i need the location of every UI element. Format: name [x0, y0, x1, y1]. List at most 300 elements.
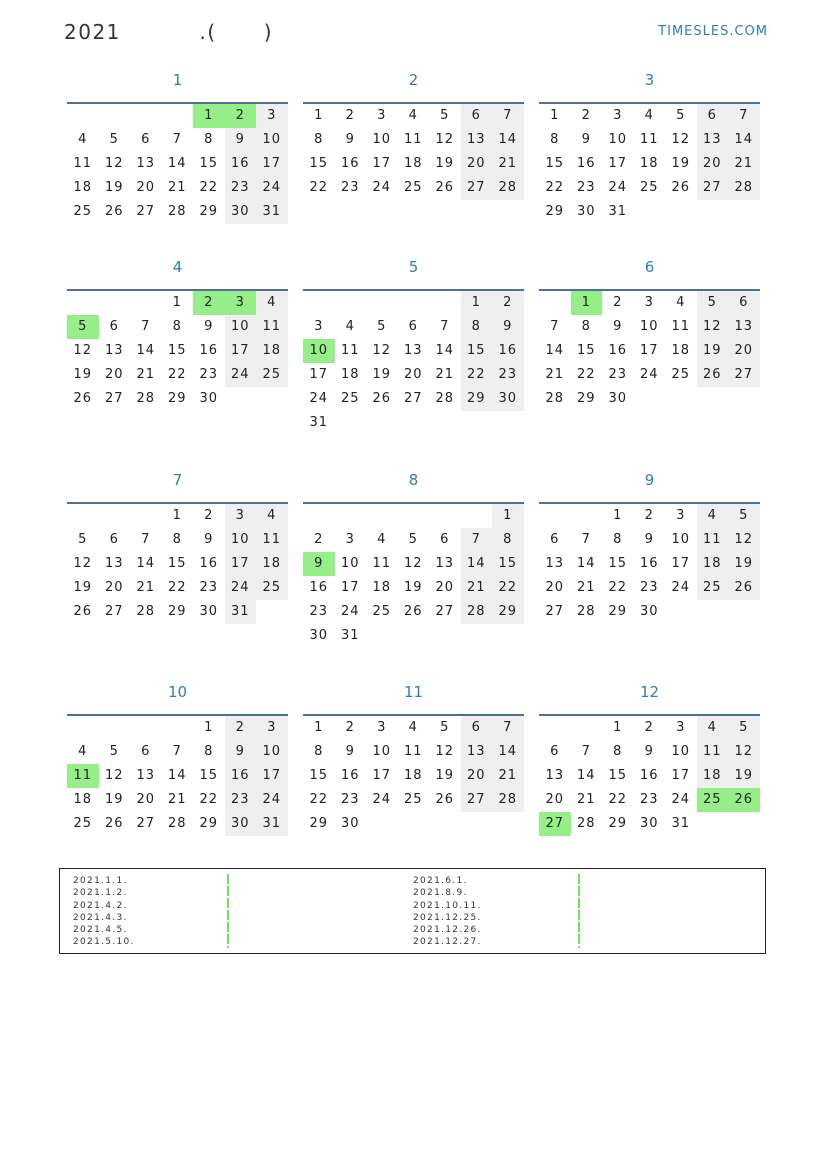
day-cell: 12 [671, 132, 691, 147]
holiday-date: 2021.12.27. [413, 937, 482, 948]
day-cell: 20 [136, 792, 156, 807]
day-cell: 14 [545, 343, 565, 358]
day-cell: 6 [697, 104, 729, 128]
empty-cell [99, 716, 131, 740]
day-cell: 10 [340, 556, 360, 571]
day-cell: 28 [492, 176, 524, 200]
day-cell: 14 [576, 768, 596, 783]
day-cell: 16 [199, 343, 219, 358]
holiday-date: 2021.10.11. [413, 900, 482, 911]
day-cell: 18 [671, 343, 691, 358]
day-cell: 7 [492, 716, 524, 740]
day-cell: 20 [697, 152, 729, 176]
day-cell: 18 [73, 792, 93, 807]
day-cell: 1 [550, 108, 560, 123]
month-3 [539, 66, 760, 224]
day-cell: 22 [608, 580, 628, 595]
day-cell: 10 [372, 744, 392, 759]
day-cell: 17 [340, 580, 360, 595]
day-cell: 21 [545, 367, 565, 382]
day-cell: 28 [136, 604, 156, 619]
day-cell: 9 [492, 315, 524, 339]
day-cell: 25 [340, 391, 360, 406]
day-cell: 7 [581, 532, 591, 547]
day-cell: 12 [73, 556, 93, 571]
day-cell: 28 [435, 391, 455, 406]
day-cell: 12 [104, 156, 124, 171]
empty-cell [398, 504, 430, 528]
day-cell: 16 [225, 764, 257, 788]
day-cell: 25 [256, 363, 288, 387]
day-cell: 27 [435, 604, 455, 619]
day-cell: 13 [136, 768, 156, 783]
day-cell: 1 [193, 104, 225, 128]
day-cell: 2 [492, 291, 524, 315]
day-cell: 5 [676, 108, 686, 123]
day-cell: 3 [314, 319, 324, 334]
day-cell: 31 [256, 200, 288, 224]
day-cell: 7 [172, 132, 182, 147]
day-cell: 23 [608, 367, 628, 382]
day-cell: 15 [608, 556, 628, 571]
day-cell: 23 [639, 792, 659, 807]
day-cell: 7 [141, 532, 151, 547]
day-cell: 26 [435, 792, 455, 807]
holiday-list-left [73, 875, 135, 949]
day-cell: 11 [671, 319, 691, 334]
day-cell: 27 [136, 204, 156, 219]
day-cell: 11 [403, 132, 423, 147]
day-cell: 21 [136, 580, 156, 595]
day-cell: 18 [372, 580, 392, 595]
day-cell: 27 [104, 604, 124, 619]
month-title: 10 [167, 683, 188, 701]
day-cell: 20 [104, 367, 124, 382]
day-cell: 27 [728, 363, 760, 387]
empty-cell [571, 716, 603, 740]
day-cell: 9 [581, 132, 591, 147]
day-cell: 22 [461, 363, 493, 387]
empty-cell [366, 291, 398, 315]
empty-cell [67, 291, 99, 315]
day-cell: 3 [676, 720, 686, 735]
day-cell: 23 [340, 792, 360, 807]
day-cell: 30 [639, 816, 659, 831]
day-cell: 7 [172, 744, 182, 759]
day-cell: 21 [576, 792, 596, 807]
day-cell: 27 [539, 812, 571, 836]
day-cell: 2 [345, 108, 355, 123]
holiday-date: 2021.1.1. [73, 876, 128, 886]
day-cell: 22 [309, 180, 329, 195]
holiday-date: 2021.4.2. [73, 900, 128, 911]
day-cell: 5 [728, 504, 760, 528]
day-cell: 14 [136, 343, 156, 358]
day-cell: 29 [576, 391, 596, 406]
day-cell: 26 [697, 363, 729, 387]
empty-cell [303, 291, 335, 315]
empty-cell [539, 291, 571, 315]
day-cell: 3 [377, 108, 387, 123]
day-cell: 17 [256, 152, 288, 176]
day-cell: 25 [671, 367, 691, 382]
day-cell: 8 [613, 532, 623, 547]
month-11 [303, 678, 524, 836]
empty-cell [67, 504, 99, 528]
day-cell: 29 [199, 204, 219, 219]
day-cell: 31 [309, 415, 329, 430]
day-cell: 13 [104, 556, 124, 571]
day-cell: 16 [340, 768, 360, 783]
holiday-date: 2021.4.3. [73, 912, 128, 923]
day-cell: 2 [644, 720, 654, 735]
day-cell: 22 [199, 180, 219, 195]
day-cell: 5 [377, 319, 387, 334]
day-cell: 17 [256, 764, 288, 788]
day-cell: 28 [461, 600, 493, 624]
empty-cell [303, 504, 335, 528]
day-cell: 5 [697, 291, 729, 315]
month-grid [67, 289, 288, 411]
month-title: 11 [403, 683, 424, 701]
day-cell: 24 [671, 792, 691, 807]
day-cell: 18 [403, 156, 423, 171]
day-cell: 17 [372, 156, 392, 171]
empty-cell [539, 504, 571, 528]
day-cell: 19 [104, 180, 124, 195]
empty-cell [539, 716, 571, 740]
day-cell: 9 [225, 740, 257, 764]
day-cell: 10 [671, 744, 691, 759]
month-2 [303, 66, 524, 200]
day-cell: 30 [225, 200, 257, 224]
day-cell: 13 [403, 343, 423, 358]
day-cell: 17 [671, 556, 691, 571]
day-cell: 6 [550, 532, 560, 547]
day-cell: 4 [697, 504, 729, 528]
day-cell: 26 [728, 576, 760, 600]
day-cell: 4 [644, 108, 654, 123]
day-cell: 5 [408, 532, 418, 547]
day-cell: 1 [204, 720, 214, 735]
day-cell: 27 [461, 176, 493, 200]
day-cell: 15 [167, 343, 187, 358]
day-cell: 21 [435, 367, 455, 382]
day-cell: 2 [225, 104, 257, 128]
day-cell: 23 [199, 367, 219, 382]
day-cell: 27 [403, 391, 423, 406]
month-10 [67, 678, 288, 836]
day-cell: 15 [167, 556, 187, 571]
holiday-list-right [413, 875, 482, 949]
empty-cell [130, 716, 162, 740]
day-cell: 21 [492, 764, 524, 788]
holiday-list [59, 868, 766, 954]
day-cell: 29 [545, 204, 565, 219]
day-cell: 19 [73, 367, 93, 382]
day-cell: 26 [104, 204, 124, 219]
empty-cell [429, 291, 461, 315]
day-cell: 19 [435, 768, 455, 783]
day-cell: 9 [644, 532, 654, 547]
day-cell: 14 [492, 740, 524, 764]
day-cell: 6 [109, 532, 119, 547]
day-cell: 2 [193, 291, 225, 315]
day-cell: 11 [340, 343, 360, 358]
day-cell: 21 [576, 580, 596, 595]
day-cell: 21 [136, 367, 156, 382]
month-grid [67, 102, 288, 224]
day-cell: 27 [136, 816, 156, 831]
day-cell: 4 [345, 319, 355, 334]
day-cell: 16 [225, 152, 257, 176]
day-cell: 20 [461, 764, 493, 788]
day-cell: 22 [576, 367, 596, 382]
day-cell: 27 [104, 391, 124, 406]
day-cell: 12 [728, 740, 760, 764]
day-cell: 24 [225, 576, 257, 600]
empty-cell [162, 716, 194, 740]
day-cell: 11 [372, 556, 392, 571]
day-cell: 20 [728, 339, 760, 363]
brand-logo-text[interactable]: TIMESLES.COM [658, 24, 768, 39]
month-title: 2 [408, 71, 419, 89]
month-title: 7 [172, 471, 183, 489]
day-cell: 13 [697, 128, 729, 152]
day-cell: 10 [256, 740, 288, 764]
day-cell: 3 [225, 291, 257, 315]
day-cell: 15 [309, 768, 329, 783]
day-cell: 30 [576, 204, 596, 219]
day-cell: 6 [408, 319, 418, 334]
day-cell: 24 [608, 180, 628, 195]
day-cell: 17 [309, 367, 329, 382]
day-cell: 17 [372, 768, 392, 783]
day-cell: 12 [435, 132, 455, 147]
day-cell: 1 [314, 720, 324, 735]
day-cell: 13 [728, 315, 760, 339]
day-cell: 24 [256, 788, 288, 812]
day-cell: 30 [199, 604, 219, 619]
day-cell: 12 [697, 315, 729, 339]
day-cell: 7 [550, 319, 560, 334]
day-cell: 1 [613, 508, 623, 523]
day-cell: 2 [204, 508, 214, 523]
day-cell: 26 [728, 788, 760, 812]
day-cell: 24 [639, 367, 659, 382]
day-cell: 7 [728, 104, 760, 128]
day-cell: 13 [461, 740, 493, 764]
day-cell: 22 [608, 792, 628, 807]
day-cell: 27 [545, 604, 565, 619]
day-cell: 1 [571, 291, 603, 315]
day-cell: 8 [172, 532, 182, 547]
day-cell: 4 [78, 132, 88, 147]
day-cell: 1 [314, 108, 324, 123]
day-cell: 31 [608, 204, 628, 219]
day-cell: 10 [303, 339, 335, 363]
day-cell: 15 [545, 156, 565, 171]
day-cell: 25 [697, 576, 729, 600]
day-cell: 24 [340, 604, 360, 619]
day-cell: 27 [697, 176, 729, 200]
day-cell: 24 [372, 792, 392, 807]
day-cell: 5 [78, 532, 88, 547]
holiday-date: 2021.6.1. [413, 876, 468, 886]
day-cell: 8 [314, 132, 324, 147]
day-cell: 22 [167, 367, 187, 382]
month-grid [303, 289, 524, 435]
day-cell: 6 [109, 319, 119, 334]
day-cell: 16 [608, 343, 628, 358]
month-9 [539, 466, 760, 624]
day-cell: 23 [492, 363, 524, 387]
day-cell: 25 [697, 788, 729, 812]
day-cell: 20 [545, 580, 565, 595]
day-cell: 4 [78, 744, 88, 759]
month-grid [539, 502, 760, 624]
day-cell: 19 [73, 580, 93, 595]
day-cell: 30 [225, 812, 257, 836]
month-title: 8 [408, 471, 419, 489]
day-cell: 8 [550, 132, 560, 147]
day-cell: 16 [309, 580, 329, 595]
day-cell: 24 [256, 176, 288, 200]
empty-cell [99, 104, 131, 128]
day-cell: 6 [461, 716, 493, 740]
day-cell: 26 [104, 816, 124, 831]
day-cell: 4 [256, 504, 288, 528]
day-cell: 31 [256, 812, 288, 836]
month-title: 6 [644, 258, 655, 276]
day-cell: 10 [372, 132, 392, 147]
day-cell: 18 [340, 367, 360, 382]
month-grid [303, 714, 524, 836]
day-cell: 2 [581, 108, 591, 123]
day-cell: 30 [199, 391, 219, 406]
day-cell: 5 [109, 132, 119, 147]
day-cell: 20 [435, 580, 455, 595]
day-cell: 31 [225, 600, 257, 624]
empty-cell [130, 291, 162, 315]
day-cell: 12 [372, 343, 392, 358]
day-cell: 11 [256, 528, 288, 552]
day-cell: 8 [492, 528, 524, 552]
day-cell: 3 [256, 716, 288, 740]
month-grid [303, 102, 524, 200]
day-cell: 6 [440, 532, 450, 547]
day-cell: 4 [256, 291, 288, 315]
day-cell: 28 [167, 204, 187, 219]
day-cell: 10 [639, 319, 659, 334]
day-cell: 31 [671, 816, 691, 831]
day-cell: 8 [613, 744, 623, 759]
day-cell: 20 [403, 367, 423, 382]
month-title: 5 [408, 258, 419, 276]
day-cell: 17 [671, 768, 691, 783]
day-cell: 9 [345, 744, 355, 759]
day-cell: 22 [492, 576, 524, 600]
day-cell: 27 [461, 788, 493, 812]
day-cell: 26 [671, 180, 691, 195]
day-cell: 1 [461, 291, 493, 315]
day-cell: 6 [141, 132, 151, 147]
day-cell: 21 [461, 576, 493, 600]
day-cell: 15 [492, 552, 524, 576]
day-cell: 30 [639, 604, 659, 619]
day-cell: 29 [461, 387, 493, 411]
day-cell: 10 [608, 132, 628, 147]
day-cell: 6 [141, 744, 151, 759]
day-cell: 2 [345, 720, 355, 735]
day-cell: 18 [403, 768, 423, 783]
day-cell: 17 [225, 552, 257, 576]
day-cell: 13 [545, 768, 565, 783]
day-cell: 17 [639, 343, 659, 358]
month-1 [67, 66, 288, 224]
empty-cell [571, 504, 603, 528]
month-title: 4 [172, 258, 183, 276]
day-cell: 2 [314, 532, 324, 547]
day-cell: 28 [545, 391, 565, 406]
day-cell: 12 [403, 556, 423, 571]
day-cell: 24 [225, 363, 257, 387]
month-5 [303, 253, 524, 435]
day-cell: 11 [67, 764, 99, 788]
day-cell: 25 [639, 180, 659, 195]
empty-cell [67, 104, 99, 128]
day-cell: 15 [461, 339, 493, 363]
day-cell: 9 [204, 532, 214, 547]
day-cell: 19 [435, 156, 455, 171]
day-cell: 11 [697, 528, 729, 552]
day-cell: 28 [576, 604, 596, 619]
empty-cell [335, 291, 367, 315]
month-12 [539, 678, 760, 836]
day-cell: 20 [545, 792, 565, 807]
day-cell: 20 [461, 152, 493, 176]
day-cell: 9 [613, 319, 623, 334]
day-cell: 5 [109, 744, 119, 759]
day-cell: 14 [136, 556, 156, 571]
day-cell: 9 [303, 552, 335, 576]
day-cell: 30 [309, 628, 329, 643]
day-cell: 21 [167, 792, 187, 807]
day-cell: 16 [576, 156, 596, 171]
day-cell: 12 [73, 343, 93, 358]
empty-cell [398, 291, 430, 315]
empty-cell [99, 504, 131, 528]
month-6 [539, 253, 760, 411]
day-cell: 18 [256, 339, 288, 363]
holiday-date: 2021.4.5. [73, 925, 128, 936]
day-cell: 8 [172, 319, 182, 334]
day-cell: 9 [345, 132, 355, 147]
month-grid [539, 714, 760, 836]
day-cell: 25 [73, 204, 93, 219]
day-cell: 18 [697, 552, 729, 576]
day-cell: 14 [576, 556, 596, 571]
month-grid [539, 289, 760, 411]
day-cell: 15 [576, 343, 596, 358]
page-title: 2021 .( ) [64, 20, 274, 44]
day-cell: 19 [671, 156, 691, 171]
day-cell: 4 [408, 720, 418, 735]
day-cell: 5 [67, 315, 99, 339]
day-cell: 2 [644, 508, 654, 523]
day-cell: 26 [73, 604, 93, 619]
day-cell: 4 [408, 108, 418, 123]
